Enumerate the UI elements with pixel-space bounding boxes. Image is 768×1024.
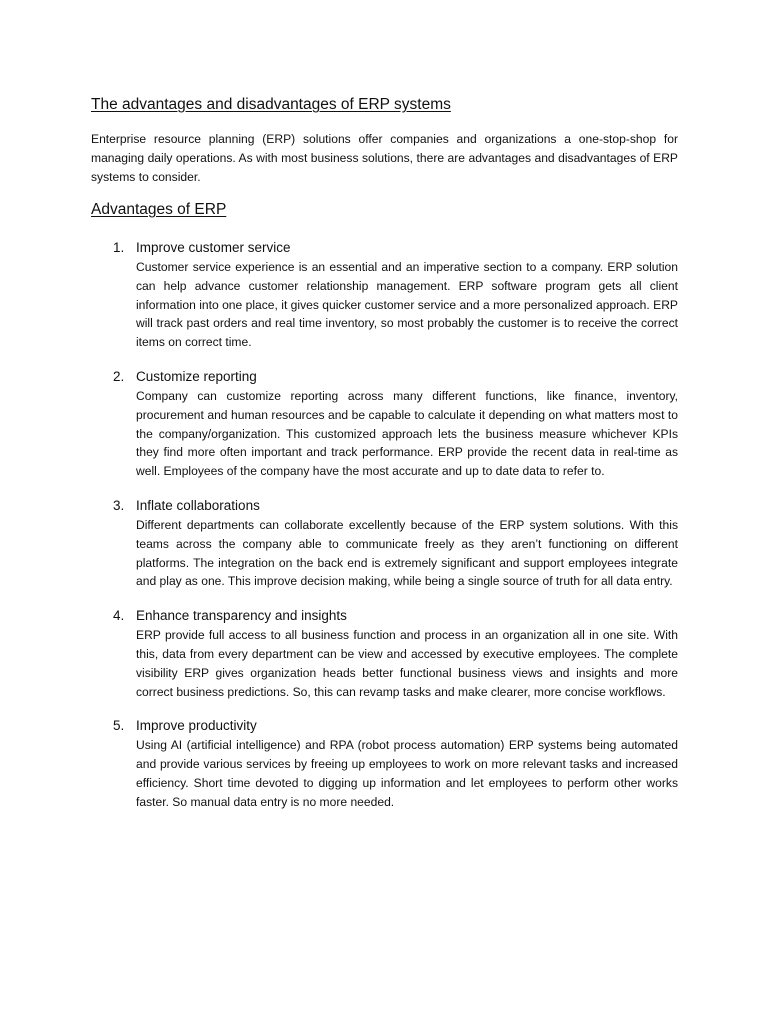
section-heading-advantages: Advantages of ERP bbox=[91, 201, 227, 218]
list-item-body: Customer service experience is an essential and an imperative section to a company. ERP solution can help advance customer relationship management. ERP software program gets all client information into one place, it gives quicker customer service and a more personalized approach. ERP will track past orders and real time inventory, so most probably the customer is to receive the correct items on correct time. bbox=[136, 260, 678, 350]
advantages-list bbox=[91, 238, 678, 812]
intro-paragraph: Enterprise resource planning (ERP) solutions offer companies and organizations a one-stop-shop for managing daily operations. As with most business solutions, there are advantages and disadvantages of ERP systems to consider. bbox=[91, 132, 678, 184]
list-item-title: Improve productivity bbox=[136, 718, 257, 734]
list-item-body: Different departments can collaborate excellently because of the ERP system solutions. With this teams across the company able to communicate freely as they aren’t functioning on different platforms. The integration on the back end is extremely significant and support employees integrate and play as one. This improve decision making, while being a single source of truth for all data entry. bbox=[136, 517, 678, 589]
list-item bbox=[91, 367, 678, 481]
list-item-title: Enhance transparency and insights bbox=[136, 608, 347, 624]
list-item bbox=[91, 496, 678, 591]
list-item-title: Inflate collaborations bbox=[136, 497, 260, 513]
list-item-number: 1. bbox=[113, 240, 125, 255]
list-item-body: Company can customize reporting across many different functions, like finance, inventory, procurement and human resources and be capable to calculate it depending on what matters most to the company/organization. This customized approach lets the business measure whichever KPIs they find more often important and track performance. ERP provide the recent data in real-time as well. Employees of the company have the most accurate and up to date data to refer to. bbox=[136, 388, 678, 479]
list-item-number: 3. bbox=[113, 497, 125, 513]
list-item bbox=[91, 238, 678, 352]
list-item-body: Using AI (artificial intelligence) and RPA (robot process automation) ERP systems being automated and provide various services by freeing up employees to work on more relevant tasks and increased efficiency. Short time devoted to digging up information and let employees to perform other works faster. So manual data entry is no more needed. bbox=[136, 738, 678, 809]
list-item-number: 2. bbox=[113, 368, 125, 384]
list-item-body: ERP provide full access to all business function and process in an organization all in one site. With this, data from every department can be view and accessed by executive employees. The complete visibility ERP gives organization heads better functional business views and insights and more correct business predictions. So, this can revamp tasks and make clearer, more concise workflows. bbox=[136, 628, 678, 699]
document-title: The advantages and disadvantages of ERP systems bbox=[91, 96, 451, 113]
list-item-title: Customize reporting bbox=[136, 368, 257, 384]
list-item-number: 5. bbox=[113, 718, 125, 734]
list-item bbox=[91, 606, 678, 701]
list-item bbox=[91, 716, 678, 811]
list-item-title: Improve customer service bbox=[136, 240, 291, 255]
list-item-number: 4. bbox=[113, 608, 125, 624]
